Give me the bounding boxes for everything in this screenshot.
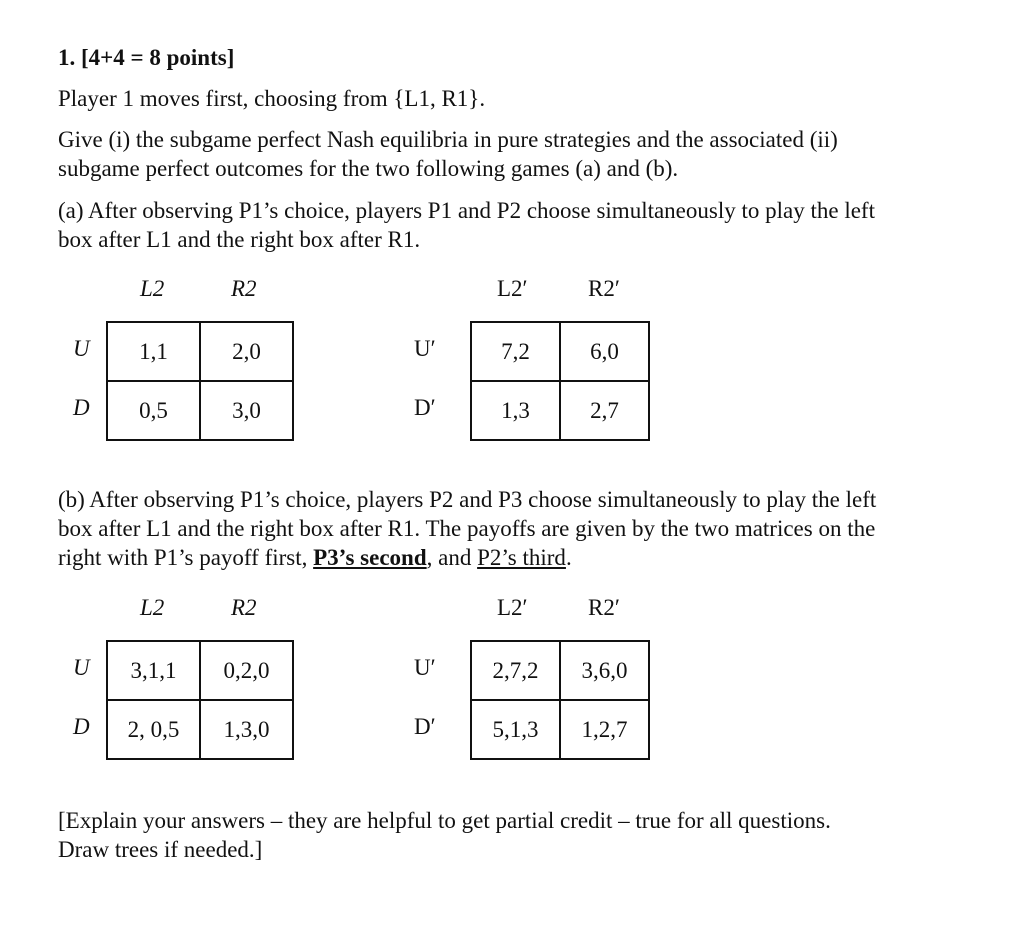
intro-text: Player 1 moves first, choosing from {L1, R1}.: [58, 86, 486, 111]
part-b-line-3-post: .: [565, 545, 572, 570]
matrix-cell: 7,2: [471, 322, 560, 381]
b-left-col-label-2: R2: [231, 595, 257, 620]
a-right-col-label-2: R2′: [588, 276, 620, 301]
matrix-cell: 1,3,0: [200, 700, 293, 759]
b-left-payoff-matrix: [106, 640, 294, 760]
b-right-col-label-1: L2′: [497, 595, 528, 620]
a-right-col-label-1: L2′: [497, 276, 528, 301]
task-line-2: subgame perfect outcomes for the two following games (a) and (b).: [58, 156, 679, 181]
a-left-payoff-matrix: [106, 321, 294, 441]
part-b-line-3-mid: , and: [426, 545, 478, 570]
a-right-payoff-matrix: [470, 321, 650, 441]
a-right-row-label-2: D′: [414, 395, 436, 420]
b-right-row-label-1: U′: [414, 655, 436, 680]
part-a-line-2: box after L1 and the right box after R1.: [58, 227, 421, 252]
matrix-cell: 0,2,0: [200, 641, 293, 700]
part-b-line-3: [58, 543, 572, 572]
matrix-cell: 0,5: [107, 381, 200, 440]
matrix-cell: 5,1,3: [471, 700, 560, 759]
p3-second-emphasis: P3’s second: [313, 545, 427, 570]
a-left-col-label-1: L2: [140, 276, 165, 301]
part-b-line-2: box after L1 and the right box after R1. The payoffs are given by the two matrices on the: [58, 516, 876, 541]
matrix-cell: 2,7: [560, 381, 649, 440]
matrix-cell: 3,1,1: [107, 641, 200, 700]
matrix-cell: 1,2,7: [560, 700, 649, 759]
part-b-line-1: (b) After observing P1’s choice, players P2 and P3 choose simultaneously to play the left: [58, 487, 877, 512]
question-heading: 1. [4+4 = 8 points]: [58, 45, 235, 70]
part-b-line-3-pre: right with P1’s payoff first,: [58, 545, 314, 570]
matrix-cell: 3,0: [200, 381, 293, 440]
a-left-col-label-2: R2: [231, 276, 257, 301]
a-left-row-label-1: U: [73, 336, 90, 361]
matrix-cell: 2, 0,5: [107, 700, 200, 759]
b-left-col-label-1: L2: [140, 595, 165, 620]
b-left-row-label-1: U: [73, 655, 90, 680]
matrix-cell: 6,0: [560, 322, 649, 381]
part-a-line-1: (a) After observing P1’s choice, players P1 and P2 choose simultaneously to play the left: [58, 198, 875, 223]
a-right-row-label-1: U′: [414, 336, 436, 361]
a-left-row-label-2: D: [73, 395, 90, 420]
b-right-payoff-matrix: [470, 640, 650, 760]
matrix-cell: 1,1: [107, 322, 200, 381]
matrix-cell: 2,7,2: [471, 641, 560, 700]
matrix-cell: 2,0: [200, 322, 293, 381]
b-right-row-label-2: D′: [414, 714, 436, 739]
footer-line-2: Draw trees if needed.]: [58, 837, 263, 862]
matrix-cell: 3,6,0: [560, 641, 649, 700]
b-right-col-label-2: R2′: [588, 595, 620, 620]
p2-third-emphasis: P2’s third: [477, 545, 566, 570]
task-line-1: Give (i) the subgame perfect Nash equilibria in pure strategies and the associated (ii): [58, 127, 838, 152]
footer-line-1: [Explain your answers – they are helpful to get partial credit – true for all questions.: [58, 808, 831, 833]
b-left-row-label-2: D: [73, 714, 90, 739]
matrix-cell: 1,3: [471, 381, 560, 440]
